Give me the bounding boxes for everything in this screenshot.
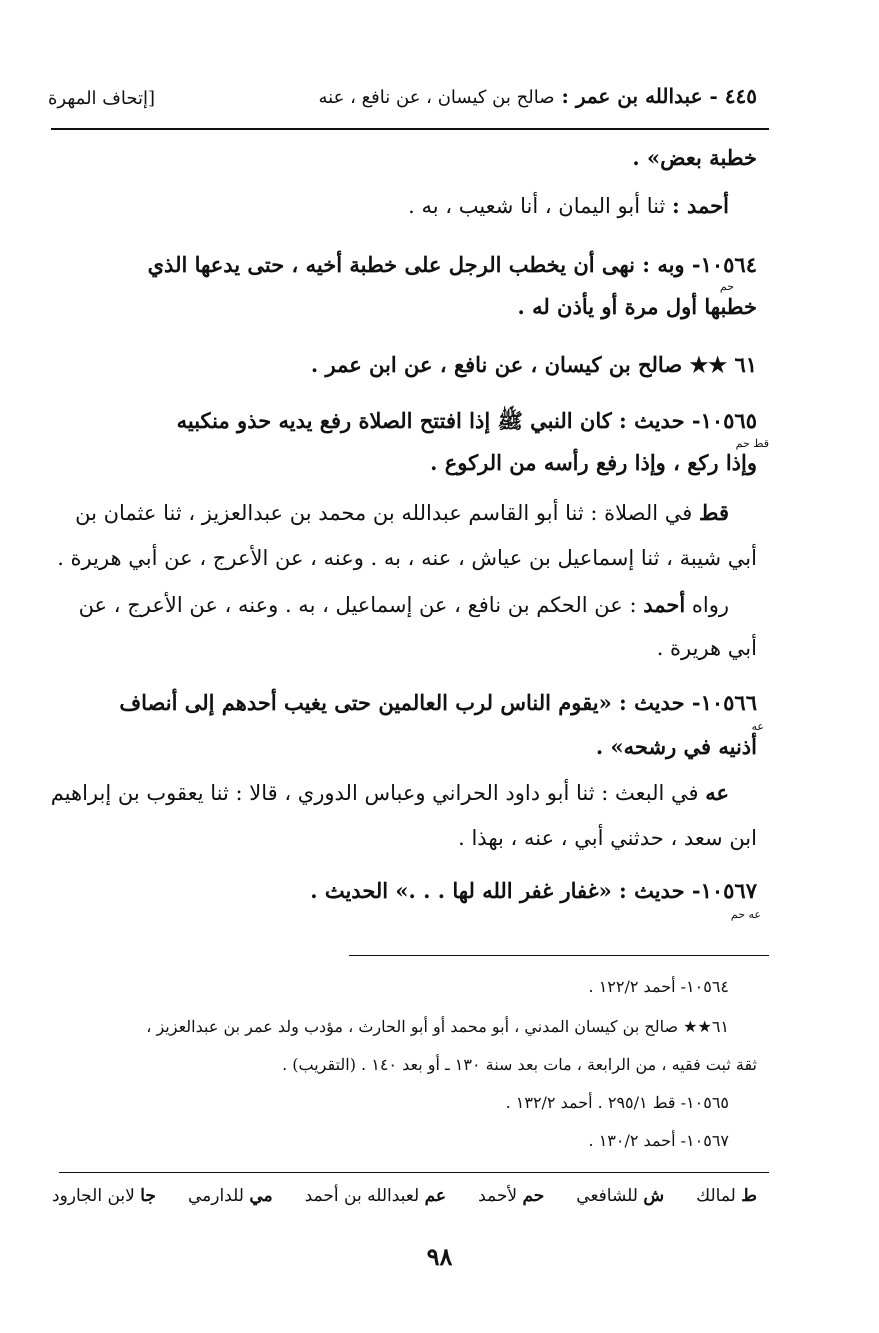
key-item: جا لابن الجارود — [52, 1186, 156, 1206]
body-line: أبي هريرة . — [656, 636, 757, 660]
body-line — [52, 592, 729, 617]
body-line: ابن سعد ، حدثني أبي ، عنه ، بهذا . — [458, 826, 757, 850]
source-marker: قط حم — [735, 437, 769, 450]
key-item: ط لمالك — [696, 1186, 757, 1206]
footnote-rule — [349, 955, 769, 956]
footnote: ٦١★★ صالح بن كيسان المدني ، أبو محمد أو أبو الحارث ، مؤدب ولد عمر بن عبدالعزيز ، — [146, 1017, 729, 1036]
body-line — [169, 193, 729, 218]
page-number: ٩٨ — [426, 1242, 453, 1271]
hadith-10564 — [52, 252, 757, 277]
narrator-heading: ٦١ ★★ صالح بن كيسان ، عن نافع ، عن ابن عمر . — [310, 352, 757, 377]
key-item: حم لأحمد — [478, 1186, 545, 1206]
chain-text: ثنا أبو اليمان ، أنا شعيب ، به . — [408, 194, 672, 218]
body-line — [52, 780, 729, 805]
abbreviation-key — [52, 1186, 757, 1206]
source-abbrev: عه — [705, 780, 729, 805]
key-item: عم لعبدالله بن أحمد — [304, 1186, 447, 1206]
hadith-text-cont: وإذا ركع ، وإذا رفع رأسه من الركوع . — [430, 450, 757, 475]
section-title: - عبدالله بن عمر : — [561, 84, 718, 108]
hadith-10567 — [52, 878, 757, 903]
header-rule — [51, 128, 769, 130]
source-marker: عه — [751, 720, 764, 733]
hadith-text: - حديث : «يقوم الناس لرب العالمين حتى يغيب أحدهم إلى أنصاف — [119, 690, 701, 715]
chain-text: في البعث : ثنا أبو داود الحراني وعباس الدوري ، قالا : ثنا يعقوب بن إبراهيم — [50, 781, 706, 805]
chain-text: : عن الحكم بن نافع ، عن إسماعيل ، به . وعنه ، عن الأعرج ، عن — [78, 593, 644, 617]
key-item: مي للدارمي — [187, 1186, 273, 1206]
running-header-book: [إتحاف المهرة — [48, 88, 156, 109]
footnote: ١٠٥٦٥- قط ٢٩٥/١ . أحمد ١٣٢/٢ . — [505, 1093, 729, 1112]
source-marker: حم — [719, 280, 734, 293]
body-line: أبي شيبة ، ثنا إسماعيل بن عياش ، عنه ، به . وعنه ، عن الأعرج ، عن أبي هريرة . — [57, 546, 757, 570]
source-abbrev: أحمد : — [671, 193, 729, 218]
hadith-number: ١٠٥٦٧ — [700, 878, 757, 903]
hadith-number: ١٠٥٦٦ — [700, 690, 757, 715]
footnote: ١٠٥٦٤- أحمد ١٢٢/٢ . — [588, 977, 729, 996]
footnote: ١٠٥٦٧- أحمد ١٣٠/٢ . — [588, 1131, 729, 1150]
key-rule — [59, 1172, 769, 1173]
section-number: ٤٤٥ — [724, 84, 757, 108]
hadith-text-cont: خطبها أول مرة أو يأذن له . — [517, 294, 757, 319]
chain-text: في الصلاة : ثنا أبو القاسم عبدالله بن محمد بن عبدالعزيز ، ثنا عثمان بن — [75, 501, 700, 525]
hadith-10565 — [52, 408, 757, 439]
body-line — [52, 500, 729, 525]
hadith-text-cont: أذنيه في رشحه» . — [595, 734, 757, 759]
hadith-10566 — [52, 690, 757, 715]
hadith-number: ١٠٥٦٤ — [700, 252, 757, 277]
key-item: ش للشافعي — [576, 1186, 665, 1206]
hadith-text: - حديث : كان النبي ﷺ إذا افتتح الصلاة رفع يديه حذو منكبيه — [176, 408, 701, 433]
source-abbrev: أحمد — [643, 592, 686, 617]
chain-text: رواه — [685, 593, 729, 617]
source-marker: عه حم — [730, 908, 761, 921]
footnote: ثقة ثبت فقيه ، من الرابعة ، مات بعد سنة ١٣٠ ـ أو بعد ١٤٠ . (التقريب) . — [282, 1055, 757, 1074]
hadith-number: ١٠٥٦٥ — [700, 408, 757, 433]
section-chain: صالح بن كيسان ، عن نافع ، عنه — [318, 87, 555, 108]
running-header-title — [157, 84, 757, 108]
hadith-text: - حديث : «غفار غفر الله لها . . .» الحديث . — [310, 878, 701, 903]
body-line: خطبة بعض» . — [632, 145, 757, 170]
hadith-text: - وبه : نهى أن يخطب الرجل على خطبة أخيه ، حتى يدعها الذي — [147, 252, 701, 277]
source-abbrev: قط — [699, 500, 729, 525]
